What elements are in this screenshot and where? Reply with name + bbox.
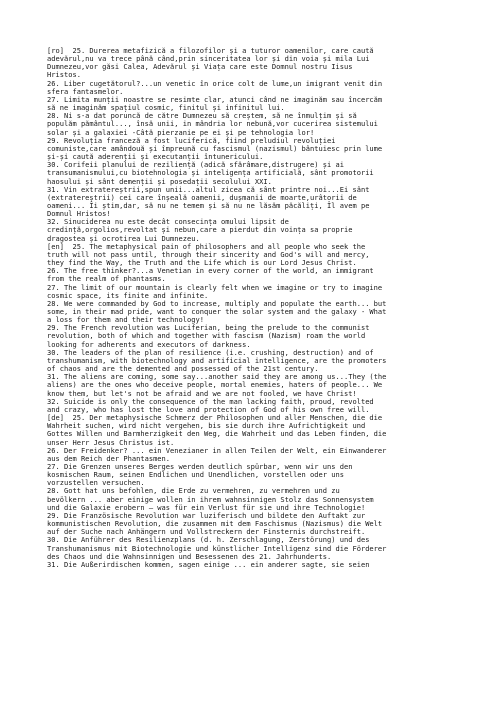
text-line: cosmic space, its finite and infinite.	[47, 290, 209, 300]
text-line: Transhumanismus mit Biotechnologie und künstlicher Intelligenz sind die Förderer	[47, 543, 387, 553]
text-line: kommunistischen Revolution, die zusammen mit dem Faschismus (Nazismus) die Welt	[47, 519, 383, 529]
text-line: and crazy, who has lost the love and protection of God of his own free will.	[47, 404, 370, 414]
text-line: [ro] 25. Durerea metafizică a filozofilor și a tuturor oamenilor, care caută	[47, 46, 374, 55]
text-line: 26. Liber cugetătorul?...un venetic în orice colt de lume,un imigrant venit din	[47, 78, 383, 88]
text-line: să ne imaginăm spațiul cosmic, finitul și infinitul lui.	[47, 103, 285, 113]
text-line: 31. Die Außerirdischen kommen, sagen einige ... ein anderer sagte, sie seien	[47, 559, 370, 569]
text-line: 27. Die Grenzen unseres Berges werden deutlich spürbar, wenn wir uns den	[47, 461, 353, 471]
text-line: 30. Corifeii planului de reziliență (adică sfărâmare,distrugere) și ai	[47, 160, 344, 170]
text-line: 27. Limita munții noastre se resimte clar, atunci când ne imaginăm sau încercăm	[47, 94, 383, 104]
text-line: aliens) are the ones who deceive people, mortal enemies, haters of people... We	[47, 380, 383, 390]
text-line: know them, but let's not be afraid and we are not fooled, we have Christ!	[47, 388, 357, 398]
text-line: Dumnezeu,vor găsi Calea, Adevărul și Viața care este Domnul nostru Iisus	[47, 62, 353, 72]
text-line: dragostea și ocrotirea Lui Dumnezeu.	[47, 233, 200, 243]
text-line: some, in their mad pride, want to conquer the solar system and the galaxy - What	[47, 307, 387, 316]
text-line: 29. Revoluția franceză a fost luciferică, fiind preludiul revoluției	[47, 135, 336, 145]
text-line: 30. Die Anführer des Resilienzplans (d. h. Zerschlagung, Zerstörung) und des	[47, 535, 370, 545]
text-line: 28. Gott hat uns befohlen, die Erde zu vermehren, zu vermehren und zu	[47, 486, 340, 496]
text-line: 28. Ni s-a dat poruncă de către Dumnezeu să creștem, să ne înmulțim și să	[47, 111, 357, 121]
text-line: și-și caută aderenții și executanții întunericului.	[47, 152, 264, 162]
text-line: credință,orgolios,revoltat și nebun,care a pierdut din voința sa proprie	[47, 225, 353, 235]
text-line: populăm pământul..., însă unii, in mândria lor nebună,vor cucerirea sistemului	[47, 119, 378, 129]
text-line: transumanismului,cu biotehnologia și inteligența artificială, sânt promotorii	[47, 168, 374, 178]
text-line: solar și a galaxiei -Câtă pierzanie pe ei și pe tehnologia lor!	[47, 127, 315, 137]
text-line: auf der Suche nach Anhängern und Vollstreckern der Finsternis durchstreift.	[47, 527, 366, 537]
text-line: oameni... Îi știm,dar, să nu ne temem și să nu ne lăsăm păcăliți, Îl avem pe	[47, 200, 370, 210]
text-line: 28. We were commanded by God to increase, multiply and populate the earth... but	[47, 298, 387, 308]
text-line: [de] 25. Der metaphysische Schmerz der Philosophen und aller Menschen, die die	[47, 413, 383, 423]
text-line: bevölkern ... aber einige wollen in ihrem wahnsinnigen Stolz das Sonnensystem	[47, 494, 374, 504]
text-line: vorzustellen versuchen.	[47, 478, 145, 488]
text-line: 29. The French revolution was Luciferian, being the prelude to the communist	[47, 323, 370, 333]
text-line: 26. Der Freidenker? ... ein Venezianer in allen Teilen der Welt, ein Einwanderer	[47, 445, 387, 455]
text-line: haosului și sânt demenții și posedații secolului XXI.	[47, 176, 272, 186]
text-line: they find the Way, the Truth and the Life which is our Lord Jesus Christ.	[47, 258, 357, 268]
text-line: Wahrheit suchen, wird nicht vergehen, bis sie durch ihre Aufrichtigkeit und	[47, 421, 366, 431]
text-line: [en] 25. The metaphysical pain of philosophers and all people who seek the	[47, 241, 366, 251]
text-line: 27. The limit of our mountain is clearly felt when we imagine or try to imagine	[47, 282, 383, 292]
text-line: Hristos.	[47, 70, 81, 80]
text-line: comuniste,care amândouă și împreună cu fascismul (nazismul) bântuiesc prin lume	[47, 143, 383, 153]
text-line: sfera fantasmelor.	[47, 86, 124, 96]
text-line: Domnul Hristos!	[47, 209, 111, 219]
text-line: und die Galaxie erobern – was für ein Verlust für sie und ihre Technologie!	[47, 502, 366, 512]
text-line: des Chaos und die Wahnsinnigen und Besessenen des 21. Jahrhunderts.	[47, 551, 332, 561]
text-line: 26. The free thinker?...a Venetian in every corner of the world, an immigrant	[47, 266, 374, 276]
text-line: 32. Suicide is only the consequence of the man lacking faith, proud, revolted	[47, 396, 374, 406]
text-line: truth will not pass until, through their sincerity and God's will and mercy,	[47, 249, 370, 259]
text-line: adevărul,nu va trece până când,prin sinceritatea lor și din voia și mila Lui	[47, 54, 370, 64]
text-line: 32. Sinuciderea nu este decât consecința omului lipsit de	[47, 217, 289, 227]
text-line: 29. Die Französische Revolution war luziferisch und bildete den Auftakt zur	[47, 510, 366, 520]
text-line: (extratereștrii) cei care înșeală oamenii, dușmanii de moarte,urâtorii de	[47, 192, 357, 202]
text-line: Gottes Willen und Barmherzigkeit den Weg, die Wahrheit und das Leben finden, die	[47, 429, 387, 439]
text-line: 31. Vin extratereștrii,spun unii...altul zicea că sânt printre noi...Ei sânt	[47, 184, 370, 194]
text-line: aus dem Reich der Phantasmen.	[47, 453, 171, 463]
text-line: 30. The leaders of the plan of resilience (i.e. crushing, destruction) and of	[47, 347, 374, 357]
text-line: transhumanism, with biotechnology and artificial intelligence, are the promoters	[47, 355, 387, 365]
text-line: of chaos and are the demented and possessed of the 21st century.	[47, 364, 319, 374]
text-line: from the realm of phantasms.	[47, 274, 166, 284]
text-line: unser Herr Jesus Christus ist.	[47, 437, 175, 447]
text-line: revolution, both of which and together with fascism (Nazism) roam the world	[47, 331, 366, 341]
text-line: looking for adherents and executors of darkness.	[47, 339, 251, 349]
text-line: kosmischen Raum, seinen Endlichen und Unendlichen, vorstellen oder uns	[47, 470, 344, 480]
text-line: 31. The aliens are coming, some say...another said they are among us...They (the	[47, 372, 387, 382]
document-page	[47, 47, 467, 569]
text-line: a loss for them and their technology!	[47, 315, 204, 325]
